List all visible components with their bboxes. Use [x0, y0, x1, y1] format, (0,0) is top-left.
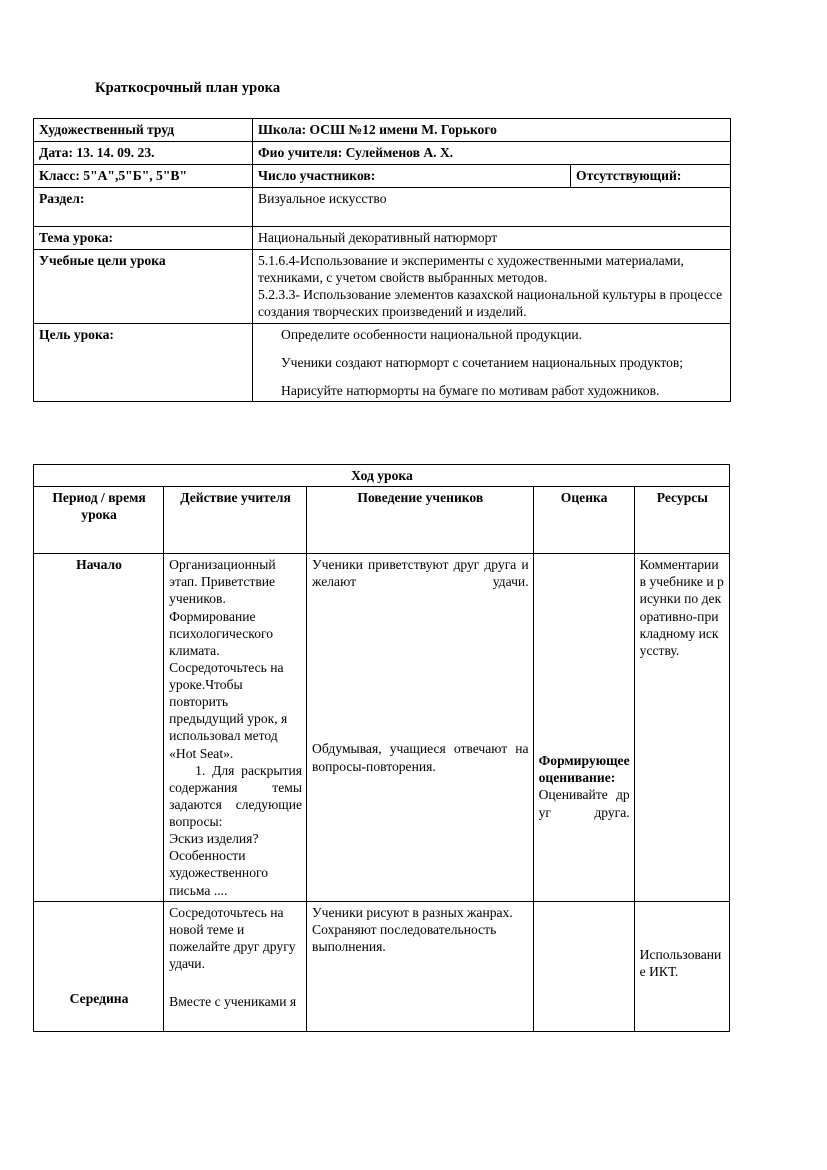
spacer [312, 590, 529, 740]
teacher-action-numbered: 1. Для раскрытия [195, 762, 303, 778]
column-header-period: Период / время урока [34, 487, 164, 554]
table-row [34, 165, 731, 188]
student-behavior-start [307, 554, 534, 902]
flow-caption: Ход урока [34, 465, 730, 487]
lesson-flow-table [33, 464, 730, 1032]
table-row [34, 227, 731, 250]
topic-value: Национальный декоративный натюрморт [253, 227, 731, 250]
period-label-middle: Середина [34, 901, 164, 1031]
column-header-assessment: Оценка [533, 487, 634, 554]
assessment-start [533, 554, 634, 902]
assessment-middle [533, 901, 634, 1031]
column-header-resources: Ресурсы [634, 487, 729, 554]
resources-text: Использование ИКТ. [639, 946, 722, 979]
student-behavior-middle [307, 901, 534, 1031]
goal-item: Ученики создают натюрморт с сочетанием национальных продуктов; [281, 354, 684, 370]
subject-label: Художественный труд [34, 119, 253, 142]
class-label: Класс: 5"А",5"Б", 5"В" [34, 165, 253, 188]
teacher-action-paragraph: Сосредоточьтесь на новой теме и пожелайте друг другу удачи. [169, 904, 296, 971]
spacer [539, 556, 630, 752]
lesson-header-table [33, 118, 731, 402]
table-row [34, 188, 731, 227]
student-behavior-paragraph: Обдумывая, учащиеся отвечают на вопросы-повторения. [312, 741, 529, 774]
spacer [640, 904, 725, 946]
flow-header-row [34, 487, 730, 554]
teacher-action-middle [164, 901, 307, 1031]
table-row [34, 250, 731, 324]
spacer [169, 972, 302, 993]
assessment-title: Формирующее оценивание: [538, 753, 630, 786]
spacer [281, 371, 726, 382]
section-value: Визуальное искусство [253, 188, 731, 227]
table-row [34, 323, 731, 401]
school-value: Школа: ОСШ №12 имени М. Горького [253, 119, 731, 142]
teacher-action-paragraph: Эскиз изделия? Особенности художественного письма .... [169, 831, 269, 898]
assessment-text: Оценивайте друг друга. [538, 787, 630, 820]
teacher-name-value: Фио учителя: Сулейменов А. Х. [253, 142, 731, 165]
table-row [34, 119, 731, 142]
spacer [281, 343, 726, 354]
absent-label: Отсутствующий: [571, 165, 731, 188]
table-row [34, 554, 730, 902]
student-behavior-paragraph: Ученики приветствуют друг друга и желают удачи. [312, 557, 529, 590]
column-header-student-behavior: Поведение учеников [307, 487, 534, 554]
table-row [34, 142, 731, 165]
teacher-action-paragraph: содержания темы задаются следующие вопросы: [169, 779, 303, 829]
goal-item: Нарисуйте натюрморты на бумаге по мотивам работ художников. [281, 382, 660, 398]
teacher-action-paragraph: Организационный этап. Приветствие учеников. Формирование психологического климата. Сосредоточьтесь на уроке.Чтобы повторить предыдущий урок, я использовал метод «Hot Seat». [169, 557, 288, 761]
resources-middle [634, 901, 729, 1031]
flow-caption-row [34, 465, 730, 487]
date-label: Дата: 13. 14. 09. 23. [34, 142, 253, 165]
goal-item: Определите особенности национальной продукции. [281, 326, 583, 342]
table-row [34, 901, 730, 1031]
objective-item: 5.1.6.4-Использование и эксперименты с художественными материалами, техниками, с учетом свойств выбранных методов. [258, 253, 684, 286]
resources-text: Комментарии в учебнике и рисунки по декоративно-прикладному искусству. [639, 557, 724, 658]
teacher-action-paragraph: Вместе с учениками я [169, 994, 297, 1010]
period-label-start: Начало [34, 554, 164, 902]
objectives-label: Учебные цели урока [34, 250, 253, 324]
page-title: Краткосрочный план урока [95, 80, 281, 96]
student-behavior-paragraph: Ученики рисуют в разных жанрах. Сохраняют последовательность выполнения. [312, 904, 513, 954]
goal-label: Цель урока: [34, 323, 253, 401]
objectives-value [253, 250, 731, 324]
goal-value [253, 323, 731, 401]
column-header-teacher-action: Действие учителя [164, 487, 307, 554]
teacher-action-start [164, 554, 307, 902]
topic-label: Тема урока: [34, 227, 253, 250]
section-label: Раздел: [34, 188, 253, 227]
resources-start [634, 554, 729, 902]
participants-label: Число участников: [253, 165, 571, 188]
objective-item: 5.2.3.3- Использование элементов казахской национальной культуры в процессе создания творческих произведений и изделий. [258, 287, 723, 320]
